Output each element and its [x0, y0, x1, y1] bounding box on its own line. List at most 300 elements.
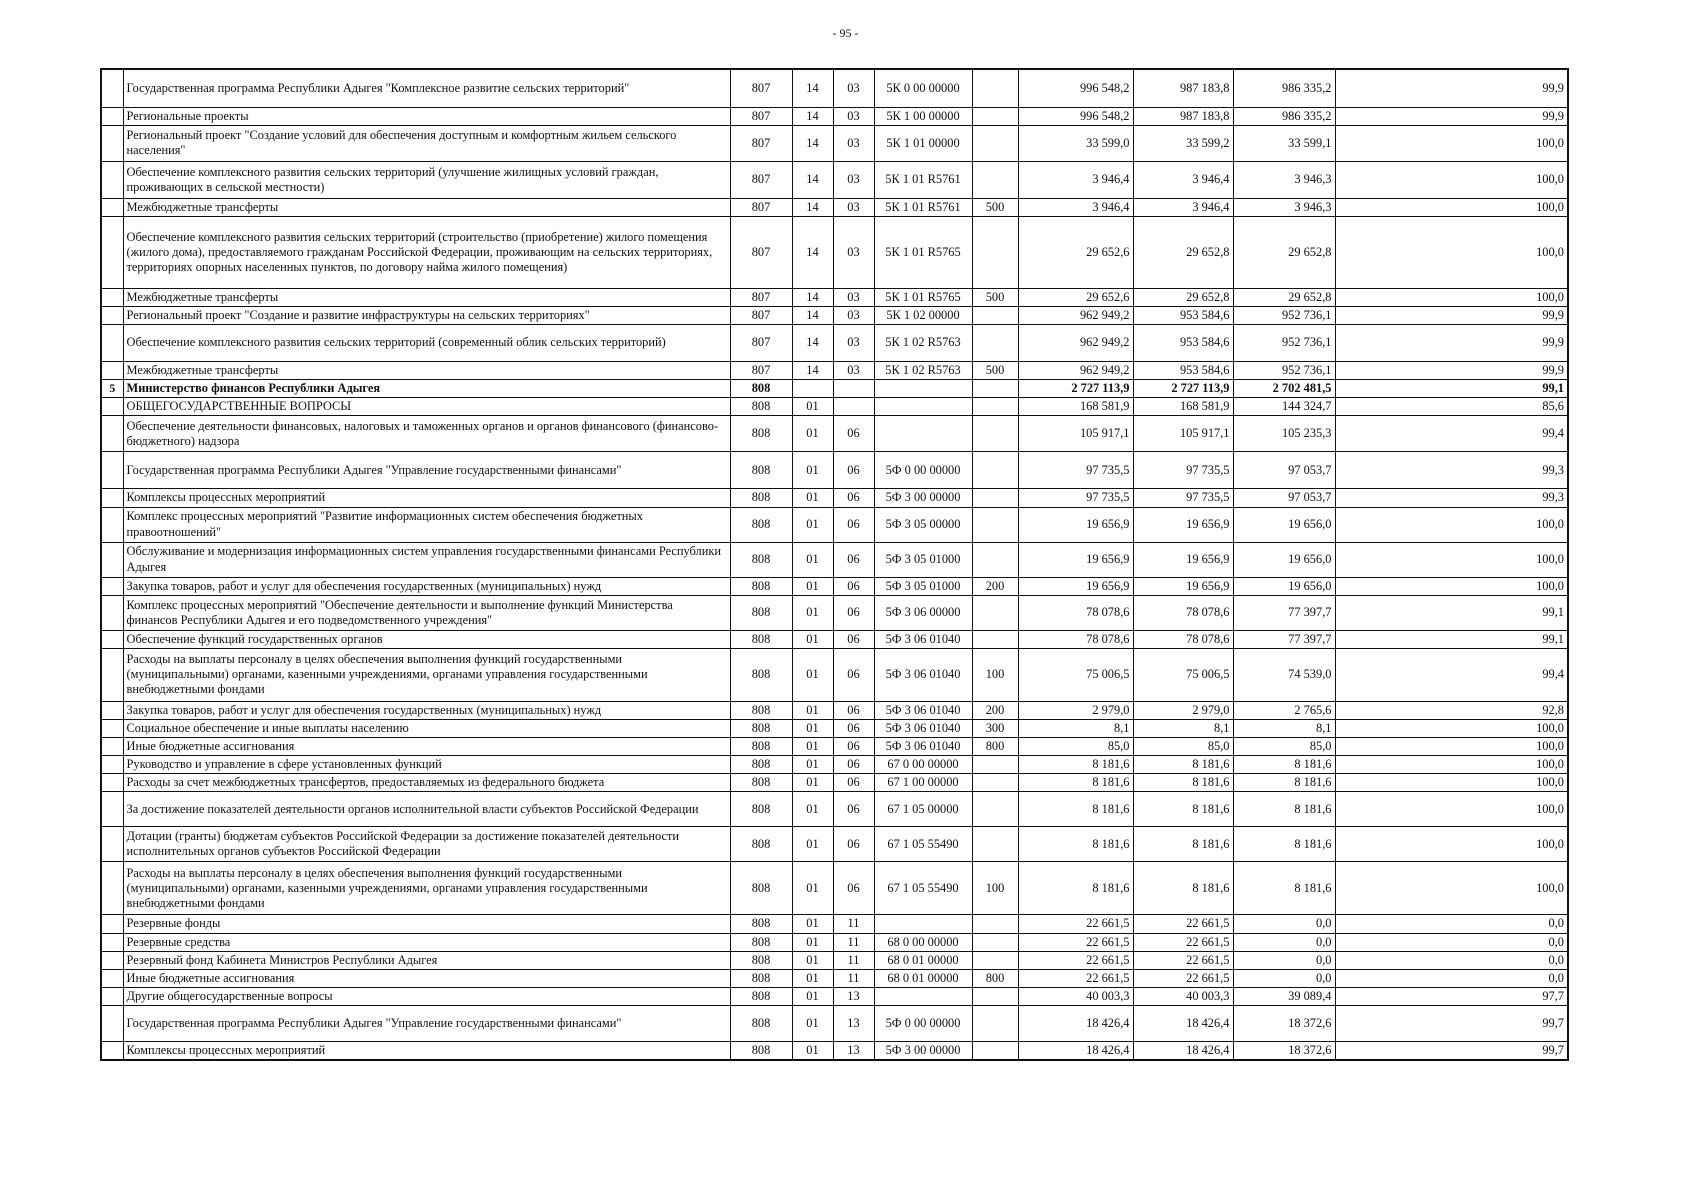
- row-number: [101, 306, 123, 324]
- table-row: [101, 380, 1568, 398]
- amount-approved: 18 426,4: [1018, 1006, 1133, 1042]
- ministry-code: 808: [730, 398, 792, 416]
- table-row: [101, 595, 1568, 630]
- table-row: [101, 951, 1568, 969]
- row-number: [101, 198, 123, 216]
- item-name: Министерство финансов Республики Адыгея: [123, 380, 730, 398]
- subsection-code: 06: [833, 756, 874, 774]
- section-code: 01: [792, 951, 833, 969]
- execution-percent: 99,7: [1335, 1042, 1568, 1061]
- subsection-code: 06: [833, 774, 874, 792]
- expense-type-code: 500: [972, 288, 1018, 306]
- ministry-code: 808: [730, 489, 792, 507]
- target-article-code: 5Ф 3 06 00000: [874, 595, 972, 630]
- section-code: 14: [792, 107, 833, 125]
- section-code: 01: [792, 542, 833, 577]
- amount-revised: 18 426,4: [1133, 1006, 1233, 1042]
- section-code: 01: [792, 862, 833, 915]
- amount-revised: 105 917,1: [1133, 416, 1233, 452]
- amount-revised: 19 656,9: [1133, 577, 1233, 595]
- expense-type-code: [972, 507, 1018, 542]
- amount-executed: 77 397,7: [1233, 595, 1335, 630]
- ministry-code: 808: [730, 951, 792, 969]
- expense-type-code: [972, 1006, 1018, 1042]
- section-code: 01: [792, 792, 833, 827]
- table-row: [101, 542, 1568, 577]
- expense-type-code: 800: [972, 969, 1018, 987]
- amount-executed: 97 053,7: [1233, 489, 1335, 507]
- amount-approved: 168 581,9: [1018, 398, 1133, 416]
- row-number: [101, 701, 123, 719]
- amount-revised: 8 181,6: [1133, 756, 1233, 774]
- amount-approved: 8 181,6: [1018, 792, 1133, 827]
- item-name: Комплексы процессных мероприятий: [123, 1042, 730, 1061]
- execution-percent: 0,0: [1335, 915, 1568, 933]
- row-number: [101, 915, 123, 933]
- amount-approved: 105 917,1: [1018, 416, 1133, 452]
- amount-approved: 962 949,2: [1018, 306, 1133, 324]
- ministry-code: 808: [730, 542, 792, 577]
- item-name: Межбюджетные трансферты: [123, 288, 730, 306]
- execution-percent: 0,0: [1335, 951, 1568, 969]
- item-name: Расходы за счет межбюджетных трансфертов, предоставляемых из федерального бюджета: [123, 774, 730, 792]
- amount-revised: 22 661,5: [1133, 951, 1233, 969]
- table-row: [101, 452, 1568, 489]
- section-code: 01: [792, 987, 833, 1005]
- section-code: 01: [792, 630, 833, 648]
- execution-percent: 100,0: [1335, 827, 1568, 862]
- execution-percent: 99,9: [1335, 325, 1568, 362]
- subsection-code: 03: [833, 216, 874, 288]
- table-row: [101, 1006, 1568, 1042]
- table-row: [101, 792, 1568, 827]
- ministry-code: 807: [730, 125, 792, 161]
- item-name: Иные бюджетные ассигнования: [123, 969, 730, 987]
- subsection-code: 06: [833, 792, 874, 827]
- ministry-code: 808: [730, 577, 792, 595]
- row-number: [101, 288, 123, 306]
- execution-percent: 99,1: [1335, 630, 1568, 648]
- execution-percent: 0,0: [1335, 933, 1568, 951]
- section-code: 01: [792, 1006, 833, 1042]
- table-row: [101, 325, 1568, 362]
- item-name: Обеспечение деятельности финансовых, налоговых и таможенных органов и органов финансового (финансово-бюджетного) надзора: [123, 416, 730, 452]
- target-article-code: 5К 1 01 R5765: [874, 288, 972, 306]
- table-row: [101, 216, 1568, 288]
- ministry-code: 808: [730, 792, 792, 827]
- amount-approved: 962 949,2: [1018, 362, 1133, 380]
- expense-type-code: 100: [972, 648, 1018, 701]
- expense-type-code: [972, 756, 1018, 774]
- target-article-code: 5Ф 3 06 01040: [874, 701, 972, 719]
- ministry-code: 808: [730, 774, 792, 792]
- subsection-code: 06: [833, 630, 874, 648]
- amount-executed: 19 656,0: [1233, 577, 1335, 595]
- subsection-code: 03: [833, 306, 874, 324]
- subsection-code: 03: [833, 161, 874, 198]
- subsection-code: 06: [833, 719, 874, 737]
- amount-executed: 0,0: [1233, 969, 1335, 987]
- execution-percent: 99,3: [1335, 452, 1568, 489]
- target-article-code: 5К 1 02 00000: [874, 306, 972, 324]
- expense-type-code: [972, 595, 1018, 630]
- execution-percent: 100,0: [1335, 125, 1568, 161]
- amount-revised: 8,1: [1133, 719, 1233, 737]
- subsection-code: 06: [833, 827, 874, 862]
- row-number: [101, 325, 123, 362]
- subsection-code: 06: [833, 416, 874, 452]
- expense-type-code: [972, 774, 1018, 792]
- subsection-code: 11: [833, 969, 874, 987]
- row-number: [101, 452, 123, 489]
- execution-percent: 99,1: [1335, 595, 1568, 630]
- execution-percent: 100,0: [1335, 756, 1568, 774]
- subsection-code: 03: [833, 107, 874, 125]
- ministry-code: 808: [730, 862, 792, 915]
- table-row: [101, 738, 1568, 756]
- subsection-code: [833, 398, 874, 416]
- ministry-code: 807: [730, 161, 792, 198]
- row-number: [101, 216, 123, 288]
- amount-executed: 986 335,2: [1233, 69, 1335, 107]
- item-name: Региональный проект "Создание и развитие инфраструктуры на сельских территориях": [123, 306, 730, 324]
- expense-type-code: [972, 380, 1018, 398]
- subsection-code: 06: [833, 701, 874, 719]
- target-article-code: 5Ф 3 05 01000: [874, 577, 972, 595]
- subsection-code: 06: [833, 452, 874, 489]
- amount-approved: 97 735,5: [1018, 489, 1133, 507]
- row-number: [101, 542, 123, 577]
- target-article-code: 5Ф 3 00 00000: [874, 489, 972, 507]
- amount-revised: 85,0: [1133, 738, 1233, 756]
- table-row: [101, 577, 1568, 595]
- amount-revised: 19 656,9: [1133, 542, 1233, 577]
- amount-revised: 29 652,8: [1133, 288, 1233, 306]
- amount-approved: 78 078,6: [1018, 595, 1133, 630]
- amount-approved: 19 656,9: [1018, 577, 1133, 595]
- table-row: [101, 107, 1568, 125]
- amount-executed: 74 539,0: [1233, 648, 1335, 701]
- ministry-code: 808: [730, 719, 792, 737]
- row-number: [101, 69, 123, 107]
- target-article-code: 5Ф 3 05 00000: [874, 507, 972, 542]
- ministry-code: 808: [730, 738, 792, 756]
- expense-type-code: [972, 1042, 1018, 1061]
- budget-table: [100, 68, 1569, 1061]
- execution-percent: 100,0: [1335, 198, 1568, 216]
- amount-revised: 953 584,6: [1133, 362, 1233, 380]
- section-code: 01: [792, 489, 833, 507]
- amount-executed: 19 656,0: [1233, 507, 1335, 542]
- execution-percent: 99,4: [1335, 416, 1568, 452]
- amount-approved: 78 078,6: [1018, 630, 1133, 648]
- row-number: [101, 630, 123, 648]
- expense-type-code: [972, 69, 1018, 107]
- amount-revised: 19 656,9: [1133, 507, 1233, 542]
- target-article-code: [874, 987, 972, 1005]
- section-code: 01: [792, 577, 833, 595]
- item-name: Обеспечение комплексного развития сельских территорий (современный облик сельских территорий): [123, 325, 730, 362]
- amount-executed: 33 599,1: [1233, 125, 1335, 161]
- item-name: Обеспечение комплексного развития сельских территорий (строительство (приобретение) жилого помещения (жилого дома), предоставляемого гражданам Российской Федерации, проживающим на сельских территориях, территориях опорных населенных пунктов, по договору найма жилого помещения): [123, 216, 730, 288]
- amount-executed: 0,0: [1233, 951, 1335, 969]
- ministry-code: 807: [730, 325, 792, 362]
- target-article-code: 5К 0 00 00000: [874, 69, 972, 107]
- execution-percent: 99,7: [1335, 1006, 1568, 1042]
- amount-executed: 8 181,6: [1233, 756, 1335, 774]
- subsection-code: 13: [833, 1006, 874, 1042]
- amount-executed: 0,0: [1233, 933, 1335, 951]
- table-row: [101, 362, 1568, 380]
- amount-revised: 168 581,9: [1133, 398, 1233, 416]
- ministry-code: 807: [730, 362, 792, 380]
- execution-percent: 99,3: [1335, 489, 1568, 507]
- row-number: [101, 738, 123, 756]
- subsection-code: 06: [833, 489, 874, 507]
- amount-executed: 19 656,0: [1233, 542, 1335, 577]
- item-name: Иные бюджетные ассигнования: [123, 738, 730, 756]
- target-article-code: [874, 380, 972, 398]
- section-code: 01: [792, 452, 833, 489]
- ministry-code: 808: [730, 452, 792, 489]
- table-row: [101, 987, 1568, 1005]
- amount-revised: 78 078,6: [1133, 630, 1233, 648]
- table-row: [101, 915, 1568, 933]
- expense-type-code: 100: [972, 862, 1018, 915]
- expense-type-code: [972, 325, 1018, 362]
- amount-executed: 85,0: [1233, 738, 1335, 756]
- item-name: За достижение показателей деятельности органов исполнительной власти субъектов Российской Федерации: [123, 792, 730, 827]
- target-article-code: 5Ф 0 00 00000: [874, 1006, 972, 1042]
- table-row: [101, 489, 1568, 507]
- section-code: 14: [792, 216, 833, 288]
- item-name: Социальное обеспечение и иные выплаты населению: [123, 719, 730, 737]
- row-number: [101, 416, 123, 452]
- item-name: Дотации (гранты) бюджетам субъектов Российской Федерации за достижение показателей деятельности исполнительных органов субъектов Российской Федерации: [123, 827, 730, 862]
- row-number: [101, 756, 123, 774]
- section-code: 01: [792, 827, 833, 862]
- amount-approved: 40 003,3: [1018, 987, 1133, 1005]
- execution-percent: 100,0: [1335, 288, 1568, 306]
- subsection-code: 03: [833, 288, 874, 306]
- subsection-code: 03: [833, 362, 874, 380]
- table-row: [101, 69, 1568, 107]
- amount-approved: 22 661,5: [1018, 951, 1133, 969]
- amount-executed: 8,1: [1233, 719, 1335, 737]
- subsection-code: 11: [833, 915, 874, 933]
- row-number: [101, 161, 123, 198]
- amount-executed: 8 181,6: [1233, 792, 1335, 827]
- amount-approved: 22 661,5: [1018, 915, 1133, 933]
- section-code: 01: [792, 915, 833, 933]
- amount-revised: 78 078,6: [1133, 595, 1233, 630]
- amount-executed: 29 652,8: [1233, 216, 1335, 288]
- ministry-code: 808: [730, 933, 792, 951]
- section-code: 01: [792, 774, 833, 792]
- ministry-code: 808: [730, 595, 792, 630]
- section-code: 01: [792, 933, 833, 951]
- ministry-code: 807: [730, 198, 792, 216]
- amount-revised: 22 661,5: [1133, 969, 1233, 987]
- ministry-code: 808: [730, 507, 792, 542]
- amount-approved: 3 946,4: [1018, 161, 1133, 198]
- amount-approved: 8,1: [1018, 719, 1133, 737]
- ministry-code: 808: [730, 987, 792, 1005]
- target-article-code: 68 0 00 00000: [874, 933, 972, 951]
- amount-executed: 18 372,6: [1233, 1042, 1335, 1061]
- amount-executed: 2 702 481,5: [1233, 380, 1335, 398]
- expense-type-code: [972, 987, 1018, 1005]
- amount-revised: 8 181,6: [1133, 827, 1233, 862]
- subsection-code: 11: [833, 951, 874, 969]
- execution-percent: 99,1: [1335, 380, 1568, 398]
- execution-percent: 100,0: [1335, 862, 1568, 915]
- amount-approved: 8 181,6: [1018, 862, 1133, 915]
- page-number: - 95 -: [832, 26, 859, 40]
- item-name: Закупка товаров, работ и услуг для обеспечения государственных (муниципальных) нужд: [123, 577, 730, 595]
- amount-revised: 97 735,5: [1133, 489, 1233, 507]
- ministry-code: 808: [730, 827, 792, 862]
- target-article-code: 67 1 00 00000: [874, 774, 972, 792]
- expense-type-code: [972, 827, 1018, 862]
- target-article-code: 5Ф 3 06 01040: [874, 630, 972, 648]
- item-name: Государственная программа Республики Адыгея "Управление государственными финансами": [123, 452, 730, 489]
- item-name: Комплекс процессных мероприятий "Обеспечение деятельности и выполнение функций Министерства финансов Республики Адыгея и его подведомственного учреждения": [123, 595, 730, 630]
- item-name: Резервные фонды: [123, 915, 730, 933]
- item-name: Обслуживание и модернизация информационных систем управления государственными финансами Республики Адыгея: [123, 542, 730, 577]
- expense-type-code: [972, 933, 1018, 951]
- subsection-code: 13: [833, 1042, 874, 1061]
- section-code: 01: [792, 701, 833, 719]
- table-row: [101, 161, 1568, 198]
- amount-approved: 8 181,6: [1018, 756, 1133, 774]
- expense-type-code: [972, 161, 1018, 198]
- subsection-code: 06: [833, 862, 874, 915]
- amount-approved: 2 979,0: [1018, 701, 1133, 719]
- table-row: [101, 125, 1568, 161]
- item-name: Государственная программа Республики Адыгея "Комплексное развитие сельских территорий": [123, 69, 730, 107]
- row-number: [101, 577, 123, 595]
- expense-type-code: [972, 306, 1018, 324]
- execution-percent: 100,0: [1335, 792, 1568, 827]
- execution-percent: 99,9: [1335, 107, 1568, 125]
- amount-revised: 18 426,4: [1133, 1042, 1233, 1061]
- amount-executed: 952 736,1: [1233, 325, 1335, 362]
- amount-revised: 987 183,8: [1133, 69, 1233, 107]
- section-code: 14: [792, 198, 833, 216]
- target-article-code: 5Ф 3 05 01000: [874, 542, 972, 577]
- expense-type-code: [972, 107, 1018, 125]
- section-code: 14: [792, 161, 833, 198]
- target-article-code: 5К 1 00 00000: [874, 107, 972, 125]
- item-name: Региональный проект "Создание условий для обеспечения доступным и комфортным жильем сельского населения": [123, 125, 730, 161]
- amount-approved: 85,0: [1018, 738, 1133, 756]
- item-name: Расходы на выплаты персоналу в целях обеспечения выполнения функций государственными (муниципальными) органами, казенными учреждениями, органами управления государственными внебюджетными фондами: [123, 648, 730, 701]
- execution-percent: 99,9: [1335, 362, 1568, 380]
- target-article-code: 67 0 00 00000: [874, 756, 972, 774]
- amount-revised: 97 735,5: [1133, 452, 1233, 489]
- amount-approved: 996 548,2: [1018, 107, 1133, 125]
- subsection-code: 13: [833, 987, 874, 1005]
- target-article-code: 5К 1 01 R5761: [874, 198, 972, 216]
- row-number: [101, 774, 123, 792]
- ministry-code: 807: [730, 288, 792, 306]
- section-code: 14: [792, 325, 833, 362]
- target-article-code: 68 0 01 00000: [874, 969, 972, 987]
- expense-type-code: [972, 398, 1018, 416]
- target-article-code: 5Ф 0 00 00000: [874, 452, 972, 489]
- amount-approved: 996 548,2: [1018, 69, 1133, 107]
- row-number: [101, 648, 123, 701]
- amount-revised: 22 661,5: [1133, 933, 1233, 951]
- amount-approved: 3 946,4: [1018, 198, 1133, 216]
- table-row: [101, 1042, 1568, 1061]
- row-number: [101, 827, 123, 862]
- section-code: 01: [792, 1042, 833, 1061]
- execution-percent: 100,0: [1335, 774, 1568, 792]
- amount-revised: 22 661,5: [1133, 915, 1233, 933]
- subsection-code: 06: [833, 738, 874, 756]
- item-name: Руководство и управление в сфере установленных функций: [123, 756, 730, 774]
- table-body: [101, 69, 1568, 1060]
- row-number: [101, 951, 123, 969]
- amount-approved: 962 949,2: [1018, 325, 1133, 362]
- table-row: [101, 774, 1568, 792]
- ministry-code: 808: [730, 1006, 792, 1042]
- section-code: 14: [792, 306, 833, 324]
- target-article-code: 67 1 05 55490: [874, 862, 972, 915]
- amount-revised: 953 584,6: [1133, 306, 1233, 324]
- ministry-code: 808: [730, 969, 792, 987]
- target-article-code: 5Ф 3 06 01040: [874, 648, 972, 701]
- ministry-code: 808: [730, 915, 792, 933]
- section-code: 01: [792, 595, 833, 630]
- amount-executed: 8 181,6: [1233, 862, 1335, 915]
- row-number: [101, 362, 123, 380]
- table-row: [101, 701, 1568, 719]
- amount-approved: 97 735,5: [1018, 452, 1133, 489]
- row-number: [101, 107, 123, 125]
- amount-approved: 75 006,5: [1018, 648, 1133, 701]
- ministry-code: 807: [730, 69, 792, 107]
- target-article-code: 5К 1 02 R5763: [874, 362, 972, 380]
- ministry-code: 808: [730, 701, 792, 719]
- ministry-code: 808: [730, 416, 792, 452]
- section-code: 01: [792, 969, 833, 987]
- item-name: Государственная программа Республики Адыгея "Управление государственными финансами": [123, 1006, 730, 1042]
- expense-type-code: [972, 452, 1018, 489]
- section-code: 14: [792, 125, 833, 161]
- amount-revised: 8 181,6: [1133, 862, 1233, 915]
- target-article-code: 5К 1 01 R5761: [874, 161, 972, 198]
- amount-revised: 987 183,8: [1133, 107, 1233, 125]
- row-number: [101, 398, 123, 416]
- subsection-code: 03: [833, 325, 874, 362]
- amount-approved: 22 661,5: [1018, 969, 1133, 987]
- target-article-code: 67 1 05 00000: [874, 792, 972, 827]
- row-number: [101, 1006, 123, 1042]
- amount-approved: 29 652,6: [1018, 216, 1133, 288]
- table-row: [101, 507, 1568, 542]
- amount-approved: 19 656,9: [1018, 542, 1133, 577]
- ministry-code: 807: [730, 107, 792, 125]
- amount-executed: 144 324,7: [1233, 398, 1335, 416]
- item-name: ОБЩЕГОСУДАРСТВЕННЫЕ ВОПРОСЫ: [123, 398, 730, 416]
- item-name: Резервные средства: [123, 933, 730, 951]
- amount-executed: 3 946,3: [1233, 198, 1335, 216]
- expense-type-code: [972, 792, 1018, 827]
- section-code: 14: [792, 362, 833, 380]
